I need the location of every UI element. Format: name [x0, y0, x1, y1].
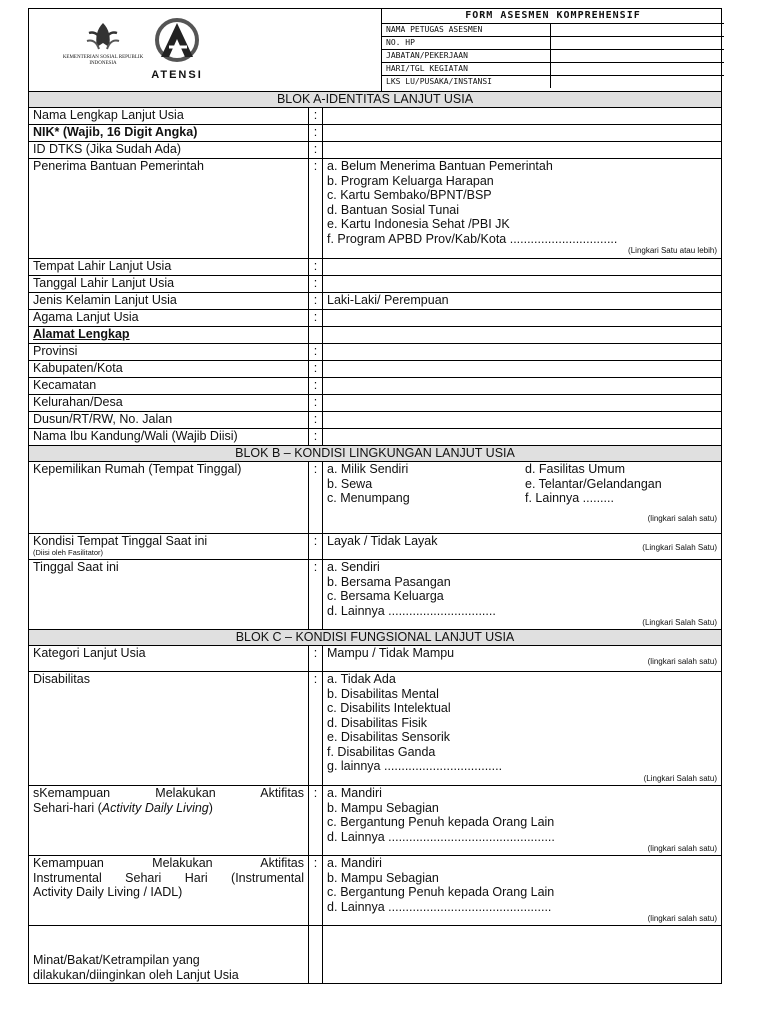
option-item[interactable]: a. Mandiri — [327, 856, 382, 870]
row-adl — [29, 786, 722, 856]
instruction-note: (Lingkari Salah Satu) — [642, 542, 717, 552]
field-label: Tempat Lahir Lanjut Usia — [29, 259, 309, 276]
instruction-note: (Lingkari Satu atau lebih) — [628, 246, 717, 255]
penerima-options — [323, 159, 722, 259]
meta-row-nama-petugas — [382, 24, 724, 37]
minat-label-cell — [29, 926, 309, 984]
row-penerima — [29, 159, 722, 259]
row-kecamatan — [29, 378, 722, 395]
dtks-input[interactable] — [323, 142, 722, 159]
row-nama — [29, 108, 722, 125]
field-label-line2: Sehari-hari (Activity Daily Living) — [33, 800, 213, 815]
row-kondisi — [29, 534, 722, 560]
instruction-note: (lingkari salah satu) — [647, 914, 717, 923]
field-label: Penerima Bantuan Pemerintah — [29, 159, 309, 259]
colon: : — [309, 462, 323, 534]
row-alamat — [29, 327, 722, 344]
field-label: Dusun/RT/RW, No. Jalan — [29, 412, 309, 429]
option-item[interactable]: d. Bantuan Sosial Tunai — [327, 202, 460, 217]
nama-petugas-field[interactable] — [551, 24, 724, 36]
field-label: Kelurahan/Desa — [29, 395, 309, 412]
field-label: Tinggal Saat ini — [29, 560, 309, 630]
row-kategori — [29, 646, 722, 672]
row-disabilitas — [29, 672, 722, 786]
kemensos-logo-text: KEMENTERIAN SOSIAL REPUBLIK INDONESIA — [62, 55, 144, 66]
agama-input[interactable] — [323, 310, 722, 327]
option-item[interactable]: e. Kartu Indonesia Sehat /PBI JK — [327, 217, 510, 231]
hari-tgl-field[interactable] — [551, 63, 724, 75]
option-item[interactable]: d. Disabilitas Fisik — [327, 715, 428, 730]
option-item[interactable]: b. Mampu Sebagian — [327, 870, 439, 885]
option-item[interactable]: d. Fasilitas Umum — [525, 462, 626, 476]
kemensos-emblem-icon — [83, 19, 123, 53]
option-item[interactable]: b. Mampu Sebagian — [327, 800, 439, 815]
kelurahan-input[interactable] — [323, 395, 722, 412]
colon: : — [309, 672, 323, 786]
option-item[interactable]: c. Bergantung Penuh kepada Orang Lain — [327, 885, 555, 899]
row-nik — [29, 125, 722, 142]
colon: : — [309, 259, 323, 276]
kondisi-choice[interactable]: Layak / Tidak Layak — [327, 534, 438, 548]
form-title: FORM ASESMEN KOMPREHENSIF — [382, 9, 724, 24]
dusun-input[interactable] — [323, 412, 722, 429]
option-item[interactable]: b. Program Keluarga Harapan — [327, 173, 494, 188]
row-provinsi — [29, 344, 722, 361]
jenis-kelamin-choice[interactable]: Laki-Laki/ Perempuan — [323, 293, 722, 310]
row-ibu — [29, 429, 722, 446]
officer-info-box — [381, 9, 724, 91]
option-item[interactable]: a. Mandiri — [327, 786, 382, 800]
field-label: Kabupaten/Kota — [29, 361, 309, 378]
nama-input[interactable] — [323, 108, 722, 125]
colon: : — [309, 142, 323, 159]
colon: : — [309, 293, 323, 310]
option-item[interactable]: a. Sendiri — [327, 560, 380, 574]
tinggal-options — [323, 560, 722, 630]
field-label-line3: Activity Daily Living / IADL) — [33, 885, 183, 899]
field-label-line2: Instrumental Sehari Hari (Instrumental — [33, 870, 304, 885]
tanggal-lahir-input[interactable] — [323, 276, 722, 293]
field-label: Kecamatan — [29, 378, 309, 395]
alamat-heading: Alamat Lengkap — [29, 327, 309, 344]
row-jenis-kelamin — [29, 293, 722, 310]
iadl-options — [323, 856, 722, 926]
option-item[interactable]: e. Telantar/Gelandangan — [525, 476, 662, 491]
colon: : — [309, 108, 323, 125]
jabatan-field[interactable] — [551, 50, 724, 62]
row-dusun — [29, 412, 722, 429]
kepemilikan-options — [323, 462, 722, 534]
option-item[interactable]: a. Tidak Ada — [327, 672, 396, 686]
colon: : — [309, 344, 323, 361]
field-label: Disabilitas — [29, 672, 309, 786]
disabilitas-options — [323, 672, 722, 786]
field-label: Nama Lengkap Lanjut Usia — [29, 108, 309, 125]
field-label: Kategori Lanjut Usia — [29, 646, 309, 672]
atensi-logo-text: ATENSI — [151, 69, 203, 81]
kondisi-label-cell — [29, 534, 309, 560]
option-item[interactable]: b. Sewa — [327, 476, 373, 491]
field-label: sKemampuan Melakukan Aktifitas — [33, 786, 304, 800]
option-item[interactable]: f. Disabilitas Ganda — [327, 744, 436, 759]
option-item[interactable]: c. Bersama Keluarga — [327, 589, 444, 603]
blok-c-title: BLOK C – KONDISI FUNGSIONAL LANJUT USIA — [29, 630, 722, 646]
option-item[interactable]: f. Program APBD Prov/Kab/Kota ............................... — [327, 231, 618, 246]
field-sublabel: (Diisi oleh Fasilitator) — [33, 547, 104, 557]
row-kepemilikan — [29, 462, 722, 534]
instruction-note: (lingkari salah satu) — [647, 513, 717, 523]
row-iadl — [29, 856, 722, 926]
option-item[interactable]: d. Lainnya ............................... — [327, 603, 496, 618]
meta-row-hari-tgl — [382, 63, 724, 76]
colon: : — [309, 560, 323, 630]
iadl-label-cell — [29, 856, 309, 926]
row-tempat-lahir — [29, 259, 722, 276]
provinsi-input[interactable] — [323, 344, 722, 361]
lks-field[interactable] — [551, 76, 724, 88]
meta-label: LKS LU/PUSAKA/INSTANSI — [382, 76, 551, 88]
option-item[interactable]: c. Disabilits Intelektual — [327, 701, 451, 715]
option-item[interactable]: e. Disabilitas Sensorik — [327, 730, 450, 744]
colon: : — [309, 534, 323, 560]
row-kelurahan — [29, 395, 722, 412]
colon: : — [309, 310, 323, 327]
kabupaten-input[interactable] — [323, 361, 722, 378]
colon: : — [309, 159, 323, 259]
option-item[interactable]: d. Lainnya ................................................ — [327, 829, 555, 844]
atensi-logo — [137, 17, 217, 81]
meta-row-lks — [382, 76, 724, 88]
field-label: Provinsi — [29, 344, 309, 361]
instruction-note: (Lingkari Salah satu) — [643, 773, 717, 783]
field-label: NIK* (Wajib, 16 Digit Angka) — [29, 125, 309, 142]
option-item[interactable]: c. Bergantung Penuh kepada Orang Lain — [327, 815, 555, 829]
field-label: Jenis Kelamin Lanjut Usia — [29, 293, 309, 310]
colon: : — [309, 786, 323, 856]
nik-input[interactable] — [323, 125, 722, 142]
colon: : — [309, 395, 323, 412]
meta-label: NO. HP — [382, 37, 551, 49]
row-dtks — [29, 142, 722, 159]
kondisi-cell — [323, 534, 722, 560]
kecamatan-input[interactable] — [323, 378, 722, 395]
ibu-input[interactable] — [323, 429, 722, 446]
row-tanggal-lahir — [29, 276, 722, 293]
blok-a-title: BLOK A-IDENTITAS LANJUT USIA — [29, 92, 722, 108]
field-label: Minat/Bakat/Ketrampilan yang — [33, 953, 200, 967]
meta-row-jabatan — [382, 50, 724, 63]
colon: : — [309, 378, 323, 395]
colon: : — [309, 412, 323, 429]
no-hp-field[interactable] — [551, 37, 724, 49]
tempat-lahir-input[interactable] — [323, 259, 722, 276]
kategori-choice[interactable]: Mampu / Tidak Mampu — [327, 646, 455, 660]
atensi-emblem-icon — [147, 17, 207, 63]
field-label: Nama Ibu Kandung/Wali (Wajib Diisi) — [29, 429, 309, 446]
form-table — [28, 91, 722, 984]
minat-input[interactable] — [323, 926, 722, 984]
field-label: Kondisi Tempat Tinggal Saat ini — [33, 534, 208, 548]
logo-area — [29, 9, 381, 91]
row-agama — [29, 310, 722, 327]
option-item[interactable]: g. lainnya .................................. — [327, 759, 503, 773]
field-label: Agama Lanjut Usia — [29, 310, 309, 327]
option-item[interactable]: f. Lainnya ......... — [525, 491, 614, 505]
kategori-cell — [323, 646, 722, 672]
option-item[interactable]: b. Disabilitas Mental — [327, 686, 439, 701]
meta-row-no-hp — [382, 37, 724, 50]
instruction-note: (Lingkari Salah Satu) — [642, 618, 717, 627]
blok-b-title: BLOK B – KONDISI LINGKUNGAN LANJUT USIA — [29, 446, 722, 462]
colon: : — [309, 429, 323, 446]
option-item[interactable]: a. Milik Sendiri — [327, 462, 409, 476]
form-header — [28, 8, 722, 91]
field-label: ID DTKS (Jika Sudah Ada) — [29, 142, 309, 159]
field-label: Kemampuan Melakukan Aktifitas — [33, 856, 304, 870]
row-kabupaten — [29, 361, 722, 378]
row-tinggal — [29, 560, 722, 630]
meta-label: NAMA PETUGAS ASESMEN — [382, 24, 551, 36]
meta-label: HARI/TGL KEGIATAN — [382, 63, 551, 75]
colon: : — [309, 856, 323, 926]
meta-label: JABATAN/PEKERJAAN — [382, 50, 551, 62]
option-item[interactable]: c. Menumpang — [327, 491, 410, 505]
colon: : — [309, 125, 323, 142]
adl-options — [323, 786, 722, 856]
colon: : — [309, 276, 323, 293]
colon: : — [309, 361, 323, 378]
row-minat — [29, 926, 722, 984]
field-label: Tanggal Lahir Lanjut Usia — [29, 276, 309, 293]
field-label: Kepemilikan Rumah (Tempat Tinggal) — [29, 462, 309, 534]
adl-label-cell — [29, 786, 309, 856]
instruction-note: (lingkari salah satu) — [647, 844, 717, 853]
option-item[interactable]: c. Kartu Sembako/BPNT/BSP — [327, 188, 492, 202]
option-item[interactable]: a. Belum Menerima Bantuan Pemerintah — [327, 159, 553, 173]
option-item[interactable]: b. Bersama Pasangan — [327, 574, 451, 589]
assessment-form — [28, 8, 722, 984]
option-item[interactable]: d. Lainnya ............................................... — [327, 899, 552, 914]
instruction-note: (lingkari salah satu) — [647, 656, 717, 666]
field-label-line2: dilakukan/diinginkan oleh Lanjut Usia — [33, 967, 239, 982]
colon: : — [309, 646, 323, 672]
